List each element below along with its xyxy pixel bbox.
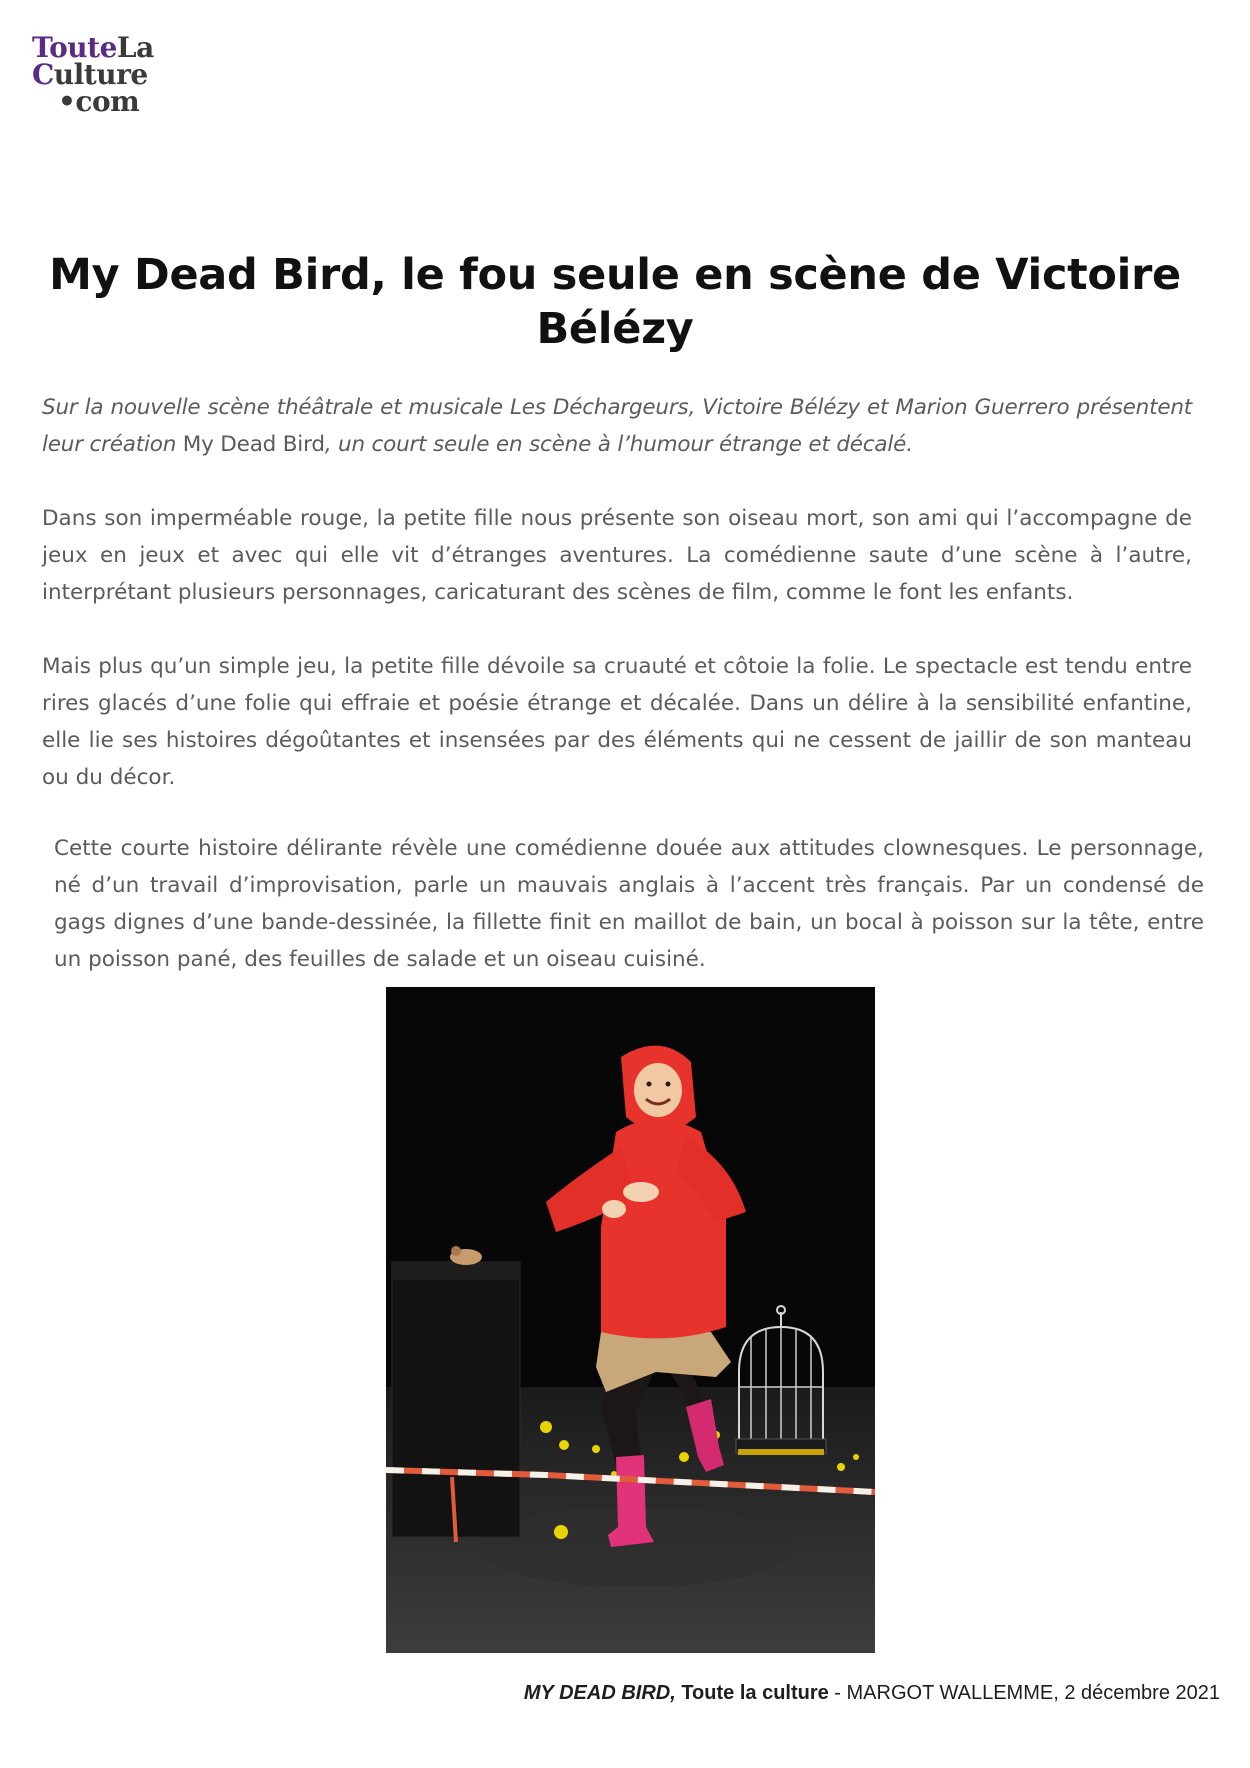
speaker-box [392,1262,520,1537]
photo-caption: MY DEAD BIRD, Toute la culture - MARGOT WALLEMME, 2 décembre 2021 [523,1682,1220,1704]
article-title: My Dead Bird, le fou seule en scène de Victoire Bélézy [49,250,1181,354]
logo-line-1: TouteLa [32,31,154,64]
article-paragraph-1: Dans son imperméable rouge, la petite fille nous présente son oiseau mort, son ami qui l’accompagne de jeux en jeux et avec qui elle vit d’étranges aventures. La comédienne saute d’une scène à l’autre, interprétant plusieurs personnages, caricaturant des scènes de film, comme le font les enfants. [42,506,1192,605]
logo-line-2: Culture [32,58,148,91]
stage-photo [386,987,875,1653]
article-paragraph-3: Cette courte histoire délirante révèle une comédienne douée aux attitudes clownesques. Le personnage, né d’un travail d’improvisation, parle un mauvais anglais à l’accent très français. Par un condensé de gags dignes d’une bande-dessinée, la fillette finit en maillot de bain, un bocal à poisson sur la tête, entre un poisson pané, des feuilles de salade et un oiseau cuisiné. [54,836,1204,972]
stage-photo-illustration [386,987,875,1653]
performer-face [634,1063,682,1117]
article-intro: Sur la nouvelle scène théâtrale et musicale Les Déchargeurs, Victoire Bélézy et Marion Guerrero présentent leur création My Dead Bird, un court seule en scène à l’humour étrange et décalé. [42,395,1192,457]
article-paragraph-2: Mais plus qu’un simple jeu, la petite fille dévoile sa cruauté et côtoie la folie. Le spectacle est tendu entre rires glacés d’une folie qui effraie et poésie étrange et décalée. Dans un délire à la sensibilité enfantine, elle lie ses histoires dégoûtantes et insensées par des éléments qui ne cessent de jaillir de son manteau ou du décor. [42,654,1192,790]
site-logo[interactable] [32,31,154,118]
logo-line-3: •com [58,85,140,118]
intro-show-title: My Dead Bird [182,432,325,457]
